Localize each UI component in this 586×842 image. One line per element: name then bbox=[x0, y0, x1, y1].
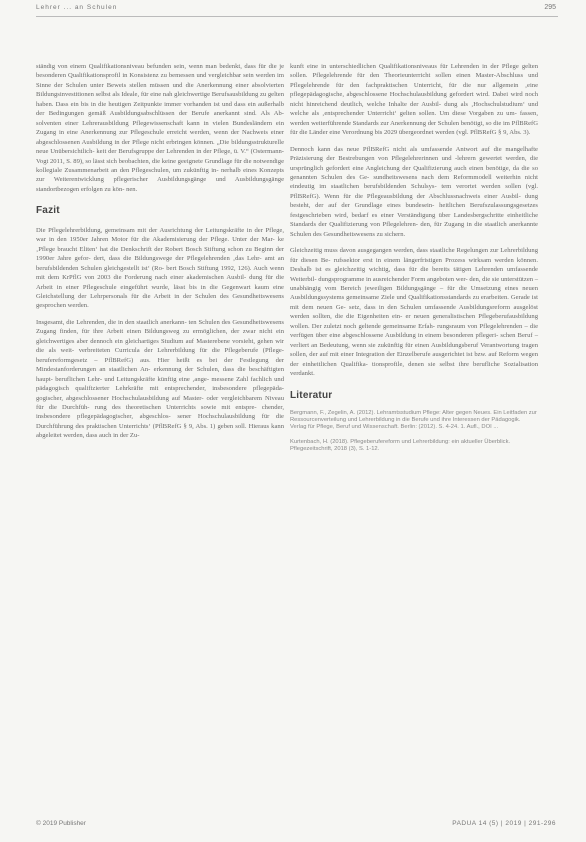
body-paragraph: Insgesamt, die Lehrenden, die in den staatlich anerkann- ten Schulen des Gesundheitswesens Zugang finden, für ihre Arbeit einen Bildungsweg zu ermöglichen, der zwar nicht ein gleichwertiges aber dennoch ein gleichartiges Studium auf Masterebene vorsieht, gehen wir die als weit- verbreiteten Curricula der Lehrerbildung für die Pflegeberufe (Pflege- berufereformgesetz – PflBRefG) aus. Hier heißt es bei der Festlegung der Mindestanforderungen an staatlichen An- erkennung der Schulen, dass die beschäftigten haupt- beruflichen Lehr- und Leitungskräfte künftig eine ‚ange- messene Zahl fachlich und pädagogisch qualifizierter Lehrkräfte mit entsprechender, insbesondere pflegepäda- gogischer, abgeschlossener Hochschulausbildung auf Master- oder vergleichbarem Niveau für die Durchfüh- rung des theoretischen Unterrichts sowie mit entspre- chender, insbesondere pflegepädagogischer, abgeschlos- sener Hochschulausbildung für die Durchführung des praktischen Unterrichts‘ (PflBRefG § 9, Abs. 1) geben soll. Hieraus kann abgeleitet werden, dass auch in der Zu- bbox=[36, 318, 284, 440]
running-head: Lehrer ... an Schulen bbox=[36, 4, 118, 11]
footer-journal-info: PADUA 14 (5) | 2019 | 291-296 bbox=[452, 820, 556, 827]
header-rule bbox=[36, 16, 558, 17]
right-column bbox=[290, 62, 538, 460]
section-heading-literatur: Literatur bbox=[290, 389, 333, 401]
body-paragraph: ständig von einem Qualifikationsniveau befunden sein, wenn man bedenkt, dass für die je besonderen Qualifikationsprofil in Konsistenz zu bemessen und vergleichbar sein werden im Sinne der Schulen unter Beweis stellen müssen und die Anerkennung einer absolvierten Bildungsinvestitionen selbst als Ideale, für eine nah gleichwertige Berufsausbildung zu gelten haben. Dass ein bis in die heutigen Zeitpunkte immer vorhanden ist und dass ein außerhalb der Bedingungen gemäß Ausbildungsabschlüssen der Berufe anerkannt sind. Als Ab- solventen einer Lehrerausbildung Pflegewissenschaft kann in vielen Bundesländern ein Zugang in eine Anerkennung zur Pflegeschule erreicht werden, wenn der Nachweis einer abgeschlossenen Ausbildung in der Pflege nicht erbringen können. „Die bildungsstrukturelle neue Unübersichtlich- keit der Berufsgruppe der Lehrenden in der Pflege, ü. V.“ (Ostermann-Vogt 2011, S. 89), so lässt sich beobachten, die keine geeignete Grundlage für die notwendige kollegiale Zusammenarbeit an den Pflegeschulen, um zukünftig in- nerhalb eines Konzepts zur Weiterentwicklung pflegerischer Ausbildungsgänge und Ausbildungsgänge standortbezogen erfolgen zu kön- nen. bbox=[36, 63, 284, 193]
body-paragraph: Dennoch kann das neue PflBRefG nicht als umfassende Antwort auf die mangelhafte Präzisierung der Bestrebungen von Pflegelehrerinnen und -lehrern gewertet werden, die ursprünglich gefordert eine Angleichung der Qualifizierung auch einen benötige, da die so genannten Schulen des Ge- sundheitswesens nach dem Reformmodell weiterhin nicht eindeutig im staatlichen berufsbildenden Schulsys- tem verortet werden sollen (vgl. PflBRefG). Wenn für die Pflegeausbildung der Abschlussnachweis einer Ausbil- dung besteht, der auf der Grundlage eines bundesein- heitlichen Berufszulassungsgesetzes festgeschrieben wird, bedarf es einer Verständigung über Landesbergschritte einheitliche Standards der Qualifizierung von Pflegelehren- den, für Zugang in die staatlich anerkannte Schulen des Gesundheitswesens zu sichern. bbox=[290, 145, 538, 238]
left-column bbox=[36, 62, 284, 448]
reference-entry: Kurtenbach, H. (2018). Pflegeberufereform und Lehrerbildung: ein aktueller Überblick. Pflegezeitschrift, 2018 (3), S. 1-12. bbox=[290, 438, 511, 452]
body-paragraph: Gleichzeitig muss davon ausgegangen werden, dass staatliche Regelungen zur Lehrerbildung für diesen Be- rufssektor erst in einem längerfristigen Prozess wirksam werden können. Deshalb ist es gleichzeitig wichtig, dass für die bereits tätigen Lehrenden umfassende Weiterbil- dungsprogramme in ausreichender Form angeboten wer- den, die sie unterstützen – unabhängig vom Bereich jeweiligen Bildungsgänge – für die Umsetzung eines neuen Ausbildungssystems gemeinsame Ziele und Qualifikationsstandards zu erarbeiten. Gerade ist mit dem neuen Ge- setz, dass in den Schulen umfassende Ausbildungsreform ausgelöst werden sollten, die die Eigenheiten ein- er neuen generalistischen Pflegeberufausbildung wollen. Der zuletzt noch geltende gemeinsame Erfah- rungsraum von Pflegelehrenden – die verfügen über eine abgeschlossene Ausbildung in einem besonderen pflegeri- schen Beruf – verliert an Bedeutung, wenn sie zukünftig für einen Ausbildungsberuf Verantwortung tragen sollen, der auf mit einer Integration der Einzelberufe ausgerichtet ist bzw. auf Reform wegen der einheitlichen Qualifika- tionsprofile, denen sie selbst ihre berufliche Sozialisation verdankt. bbox=[290, 247, 538, 378]
body-paragraph: Die Pflegelehrerbildung, gemeinsam mit der Ausrichtung der Leitungskräfte in der Pflege, war in den 1950er Jahren Motor für die Akademisierung der Pflege. Unter der Mar- ke ‚Pflege braucht Eliten‘ hat die Denkschrift der Robert Bosch Stiftung schon zu Beginn der 1990er Jahre gefor- dert, dass die Bildungswege der Pflegelehrenden ‚das Lehr- amt an berufsbildenden Schulen gleichgestellt ist‘ (Ro- bert Bosch Stiftung 1992, 126). Auch wenn mit dem KrPflG von 2003 die Forderung nach einer akademischen Ausbil- dung für die Arbeit in einer Pflegeschule eingeführt wurde, lässt bis in die Gegenwart kaum eine Gleichstellung der Lehrpersonals für die Arbeit in der Schulen des Gesundheitswesens gesprochen werden. bbox=[36, 226, 284, 310]
reference-entry: Bergmann, F., Zegelin, A. (2012). Lehramtsstudium Pflege: Alter gegen Neues. Ein Leitfaden zur Ressourcenverteilung und Lehrerbildung in die Berufe und ihre Interessen der Pädagogik. Verlag für Pflege, Beruf und Wissenschaft. Berlin: (2012). S. 4-24. 1. Aufl., DOI ... bbox=[290, 409, 537, 431]
section-heading-fazit: Fazit bbox=[36, 205, 60, 217]
page-number: 295 bbox=[544, 4, 556, 11]
footer-copyright: © 2019 Publisher bbox=[36, 820, 86, 827]
body-paragraph: kunft eine in unterschiedlichen Qualifikationsniveaus für Lehrenden in der Pflege gelten sollen. Pflegelehrende für den Theorieunterricht sollen einen Master-Abschluss und Pflegelehrende für den fachpraktischen Unterricht, für die nur allgemein ‚eine pflegepädagogische, abgeschlossene Hochschulausbildung gefordert wird. Dabei wird noch nicht hinreichend deutlich, welche Inhalte der Ausbil- dung als ‚Hochschulstudium‘ und welche als ‚entsprechender Unterricht‘ gelten sollen. Um diese Vorgaben zu um- fassen, werden weiterführende Standards zur Anerkennung der Schulen benötigt, so die im PflBRefG für die Länder eine Verordnung bis 2029 übergeordnet werden (vgl. PflBRefG § 9, Abs. 3). bbox=[290, 63, 538, 137]
